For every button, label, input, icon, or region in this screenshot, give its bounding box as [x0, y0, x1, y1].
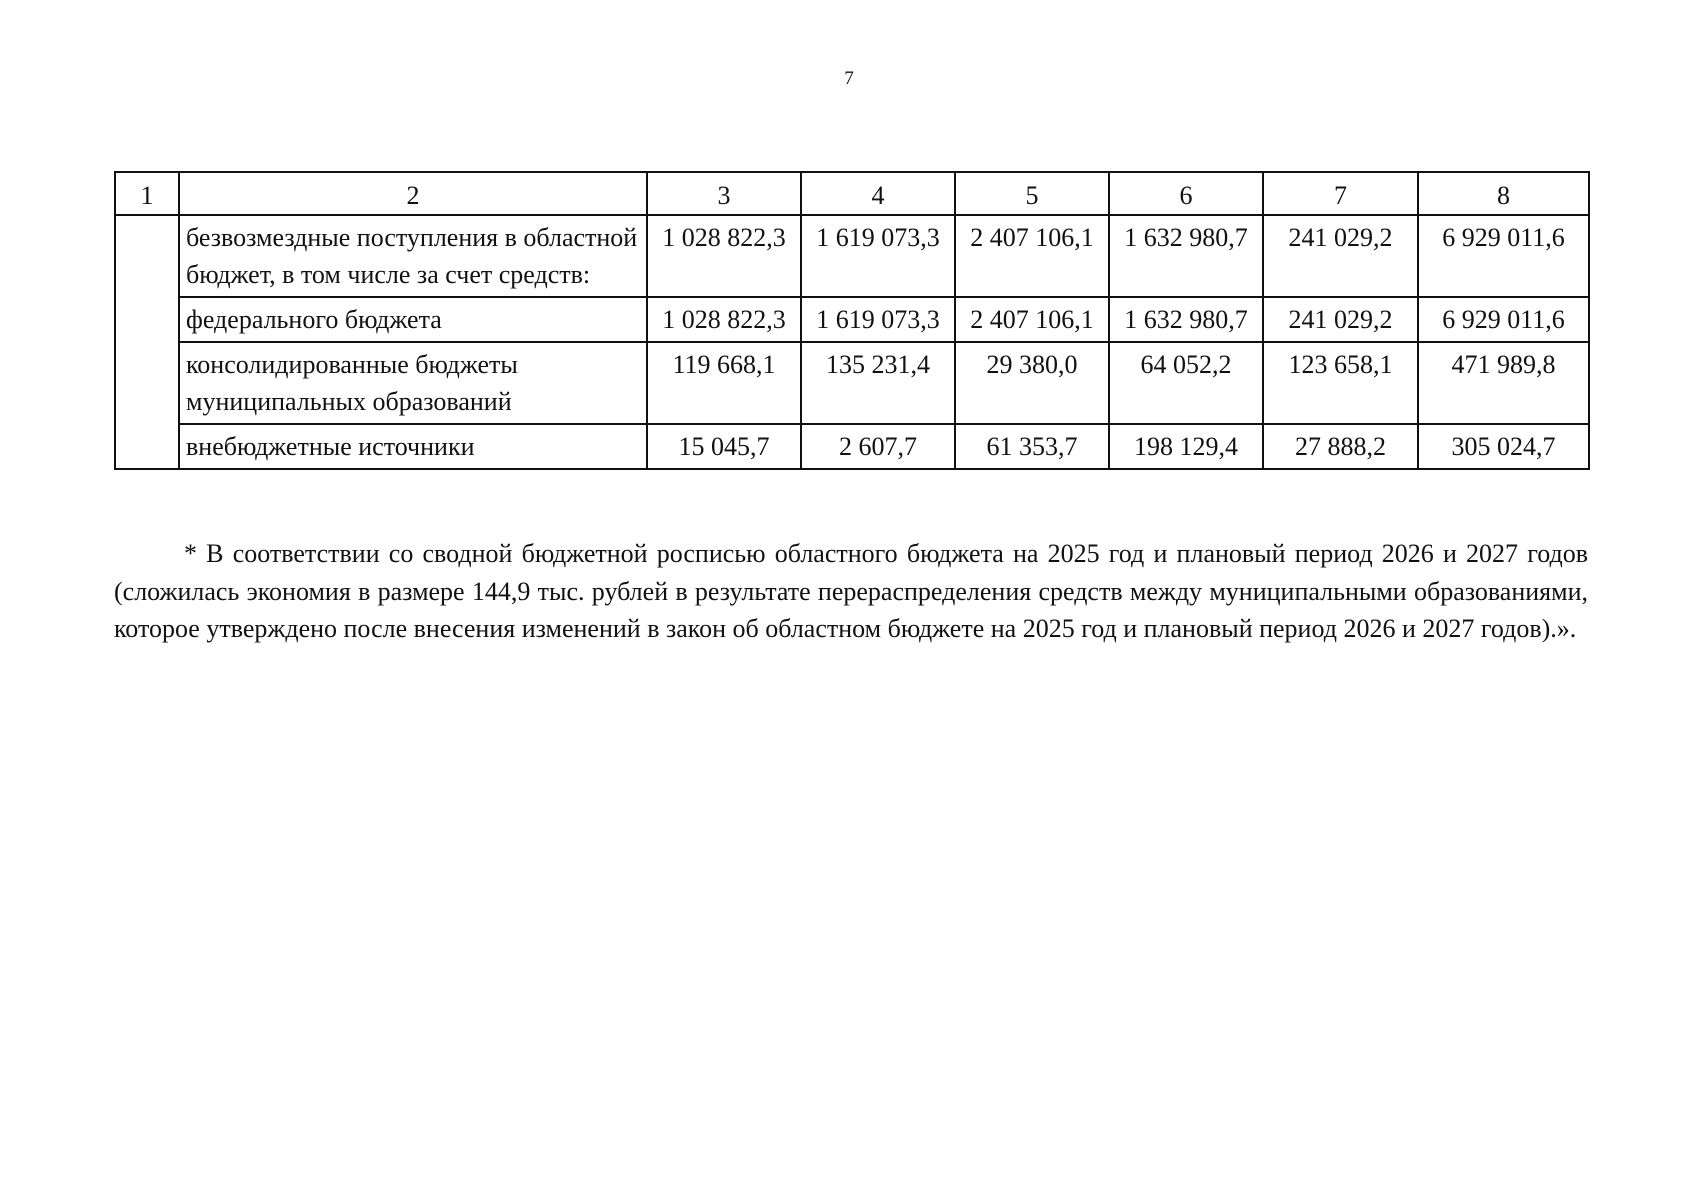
value-cell: 241 029,2: [1263, 297, 1418, 342]
value-cell: 471 989,8: [1418, 342, 1589, 424]
value-cell: 6 929 011,6: [1418, 297, 1589, 342]
table-header-row: [115, 172, 1589, 215]
value-cell: 119 668,1: [647, 342, 801, 424]
value-cell: 198 129,4: [1109, 424, 1263, 469]
column-header: 7: [1263, 172, 1418, 215]
page-number: 7: [844, 68, 854, 89]
value-cell: 2 407 106,1: [955, 297, 1109, 342]
column-header: 1: [115, 172, 179, 215]
value-cell: 1 619 073,3: [801, 215, 955, 297]
row-label: федерального бюджета: [179, 297, 647, 342]
value-cell: 2 607,7: [801, 424, 955, 469]
row-label: консолидированные бюджеты муниципальных образований: [179, 342, 647, 424]
value-cell: 15 045,7: [647, 424, 801, 469]
value-cell: 64 052,2: [1109, 342, 1263, 424]
column-header: 2: [179, 172, 647, 215]
footnote: * В соответствии со сводной бюджетной росписью областного бюджета на 2025 год и плановый период 2026 и 2027 годов (сложилась экономия в размере 144,9 тыс. рублей в результате перераспределения средств между муниципальными образованиями, которое утверждено после внесения изменений в закон об областном бюджете на 2025 год и плановый период 2026 и 2027 годов).».: [114, 539, 1588, 643]
value-cell: 27 888,2: [1263, 424, 1418, 469]
row-label: внебюджетные источники: [179, 424, 647, 469]
table-row: [115, 215, 1589, 297]
table-row: [115, 297, 1589, 342]
value-cell: 2 407 106,1: [955, 215, 1109, 297]
value-cell: 1 632 980,7: [1109, 297, 1263, 342]
value-cell: 61 353,7: [955, 424, 1109, 469]
value-cell: 123 658,1: [1263, 342, 1418, 424]
column-header: 8: [1418, 172, 1589, 215]
column-header: 6: [1109, 172, 1263, 215]
value-cell: 29 380,0: [955, 342, 1109, 424]
value-cell: 135 231,4: [801, 342, 955, 424]
column-header: 4: [801, 172, 955, 215]
column-header: 5: [955, 172, 1109, 215]
value-cell: 1 619 073,3: [801, 297, 955, 342]
table-row: [115, 424, 1589, 469]
value-cell: 241 029,2: [1263, 215, 1418, 297]
value-cell: 1 028 822,3: [647, 297, 801, 342]
empty-index-cell: [115, 215, 179, 469]
row-label: безвозмездные поступления в областной бюджет, в том числе за счет средств:: [179, 215, 647, 297]
column-header: 3: [647, 172, 801, 215]
value-cell: 305 024,7: [1418, 424, 1589, 469]
value-cell: 6 929 011,6: [1418, 215, 1589, 297]
budget-table: [114, 171, 1590, 470]
table-row: [115, 342, 1589, 424]
value-cell: 1 028 822,3: [647, 215, 801, 297]
value-cell: 1 632 980,7: [1109, 215, 1263, 297]
